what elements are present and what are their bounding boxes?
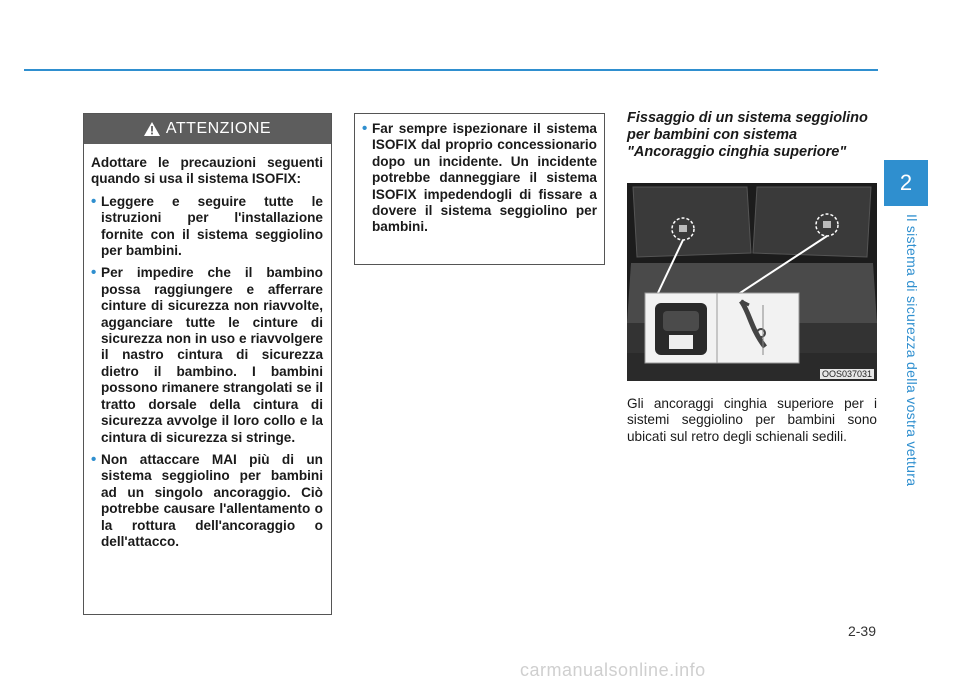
warning-bullet: • Far sempre ispezionare il sistema ISOFIX dal proprio concessionario dopo un incidente. Un incidente potrebbe danneggiare il sistema ISOFIX impedendogli di fissare a dovere il sistema seggiolino per bambini. [362, 121, 597, 236]
warning-header [84, 114, 331, 144]
warning-content [91, 155, 323, 556]
page-number: 2-39 [847, 623, 876, 639]
watermark[interactable]: carmanualsonline.info [520, 660, 706, 680]
tether-anchor-figure [627, 183, 877, 381]
section-title: Fissaggio di un sistema seggiolino per bambini con sistema "Ancoraggio cinghia superiore" [627, 110, 868, 160]
warning-continued-list [362, 121, 597, 242]
warning-bullet: • Leggere e seguire tutte le istruzioni per l'installazione fornite con il sistema seggiolino per bambini. [91, 194, 323, 260]
header-rule [24, 69, 878, 71]
warning-continued-box [354, 113, 605, 265]
chapter-number: 2 [899, 170, 913, 195]
warning-intro: Adottare le precauzioni seguenti quando si usa il sistema ISOFIX: [91, 155, 323, 187]
warning-bullet: • Non attaccare MAI più di un sistema seggiolino per bambini ad un singolo ancoraggio. Ciò potrebbe causare l'allentamento o la rottura dell'ancoraggio o dell'attacco. [91, 452, 323, 550]
figure-code: OOS037031 [821, 369, 872, 379]
chapter-number-tab[interactable] [884, 160, 928, 206]
warning-header-label: ATTENZIONE [165, 120, 272, 137]
trunk-illustration [627, 183, 877, 381]
warning-triangle-icon [144, 122, 160, 136]
section-body: Gli ancoraggi cinghia superiore per i sistemi seggiolino per bambini sono ubicati sul retro degli schienali sedili. [627, 396, 877, 444]
warning-list [91, 194, 323, 551]
warning-bullet: • Per impedire che il bambino possa raggiungere e afferrare cinture di sicurezza non riavvolte, agganciare tutte le cinture di sicurezza non in uso e riavvolgere il nastro cintura di sicurezza dietro il bambino. I bambini possono rimanere strangolati se il tratto dorsale della cintura di sicurezza avvolge il loro collo e la cintura di sicurezza si stringe. [91, 265, 323, 445]
chapter-title: Il sistema di sicurezza della vostra vettura [904, 214, 920, 487]
warning-box [83, 113, 332, 615]
